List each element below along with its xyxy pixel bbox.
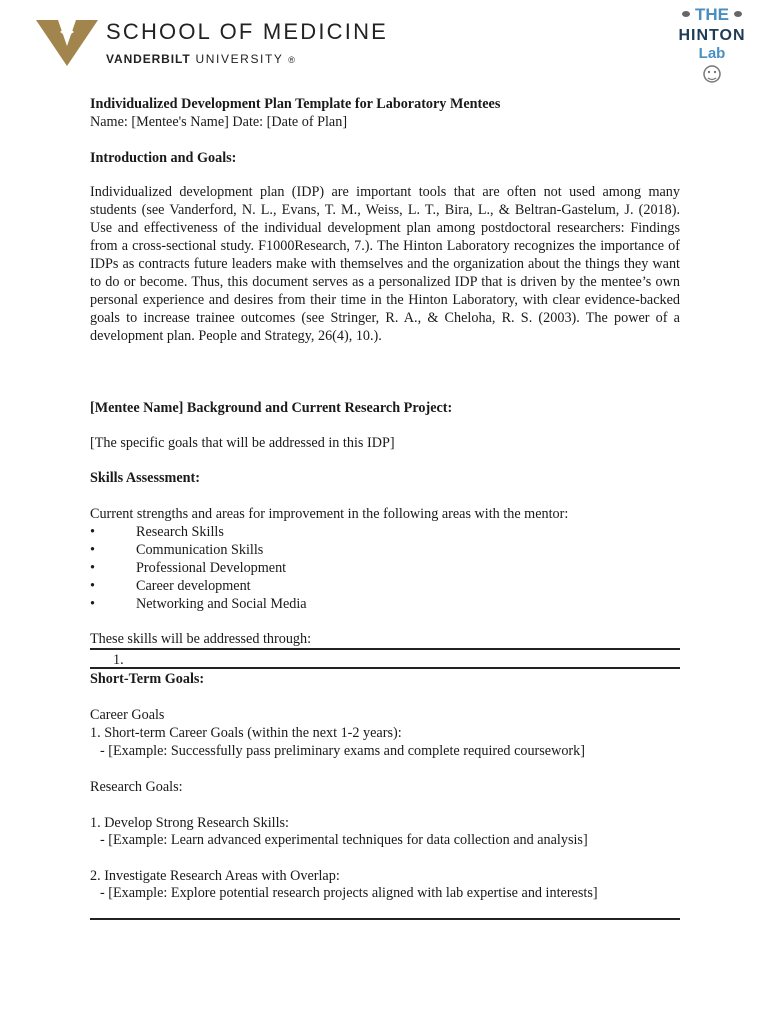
career-goal-example: - [Example: Successfully pass preliminary exams and complete required coursework] <box>100 743 585 759</box>
bullet-marker: • <box>90 596 95 612</box>
name-date-line: Name: [Mentee's Name] Date: [Date of Plan] <box>90 114 348 130</box>
bullet-marker: • <box>90 542 95 558</box>
divider-line <box>90 918 680 920</box>
background-text: [The specific goals that will be addressed in this IDP] <box>90 435 395 451</box>
document-title: Individualized Development Plan Template for Laboratory Mentees <box>90 96 501 112</box>
background-heading: [Mentee Name] Background and Current Research Project: <box>90 400 453 416</box>
research-goal-item: 1. Develop Strong Research Skills: <box>90 815 289 831</box>
bullet-marker: • <box>90 524 95 540</box>
university-text: UNIVERSITY <box>195 52 284 66</box>
vanderbilt-v-logo-icon <box>36 18 98 66</box>
research-goal-item: 2. Investigate Research Areas with Overlap: <box>90 868 340 884</box>
divider-line <box>90 648 680 650</box>
mascot-icon <box>704 66 720 82</box>
registered-mark: ® <box>288 55 297 65</box>
skill-item: Communication Skills <box>136 542 264 558</box>
skill-item: Career development <box>136 578 251 594</box>
research-goals-heading: Research Goals: <box>90 779 183 795</box>
hinton-logo-the: THE <box>695 5 729 24</box>
numbered-item: 1. <box>113 652 124 668</box>
career-goals-heading: Career Goals <box>90 707 165 723</box>
intro-paragraph: Individualized development plan (IDP) are important tools that are often not used among many students (see Vanderford, N. L., Evans, T. M., Weiss, L. T., Bira, L., & Beltran-Gastelum, J. (2018). Use and effectiveness of the individual development plan among postdoctoral researchers: Findings from a cross-sectional study. F1000Research, 7.). The Hinton Laboratory recognizes the importance of IDPs as contracts future leaders make with themselves and the organization about the things they want to do or become. Thus, this document serves as a personalized IDP that is driven by the mentee’s own personal experience and desires from their time in the Hinton Laboratory, with clear evidence-backed goals to increase trainee outcomes (see Stringer, R. A., & Cheloha, R. S. (2003). The power of a development plan. People and Strategy, 26(4), 10.). <box>90 184 680 344</box>
bullet-marker: • <box>90 578 95 594</box>
skill-item: Research Skills <box>136 524 224 540</box>
hinton-logo-hinton: HINTON <box>678 27 746 44</box>
school-of-medicine-title: SCHOOL OF MEDICINE <box>106 19 389 44</box>
skills-heading: Skills Assessment: <box>90 470 200 486</box>
skills-intro: Current strengths and areas for improvement in the following areas with the mentor: <box>90 506 569 522</box>
research-goal-example: - [Example: Explore potential research projects aligned with lab expertise and interests] <box>100 885 598 901</box>
hinton-lab-logo <box>678 2 746 88</box>
divider-line <box>90 667 680 669</box>
research-goal-example: - [Example: Learn advanced experimental techniques for data collection and analysis] <box>100 832 588 848</box>
intro-heading: Introduction and Goals: <box>90 150 237 166</box>
vanderbilt-university-title <box>106 52 296 66</box>
short-term-heading: Short-Term Goals: <box>90 671 205 687</box>
skill-item: Professional Development <box>136 560 287 576</box>
skills-addressed-text: These skills will be addressed through: <box>90 631 312 647</box>
hinton-logo-lab: Lab <box>698 45 726 62</box>
career-goal-item: 1. Short-term Career Goals (within the next 1-2 years): <box>90 725 402 741</box>
skill-item: Networking and Social Media <box>136 596 307 612</box>
vanderbilt-bold: VANDERBILT <box>106 52 191 66</box>
bullet-marker: • <box>90 560 95 576</box>
